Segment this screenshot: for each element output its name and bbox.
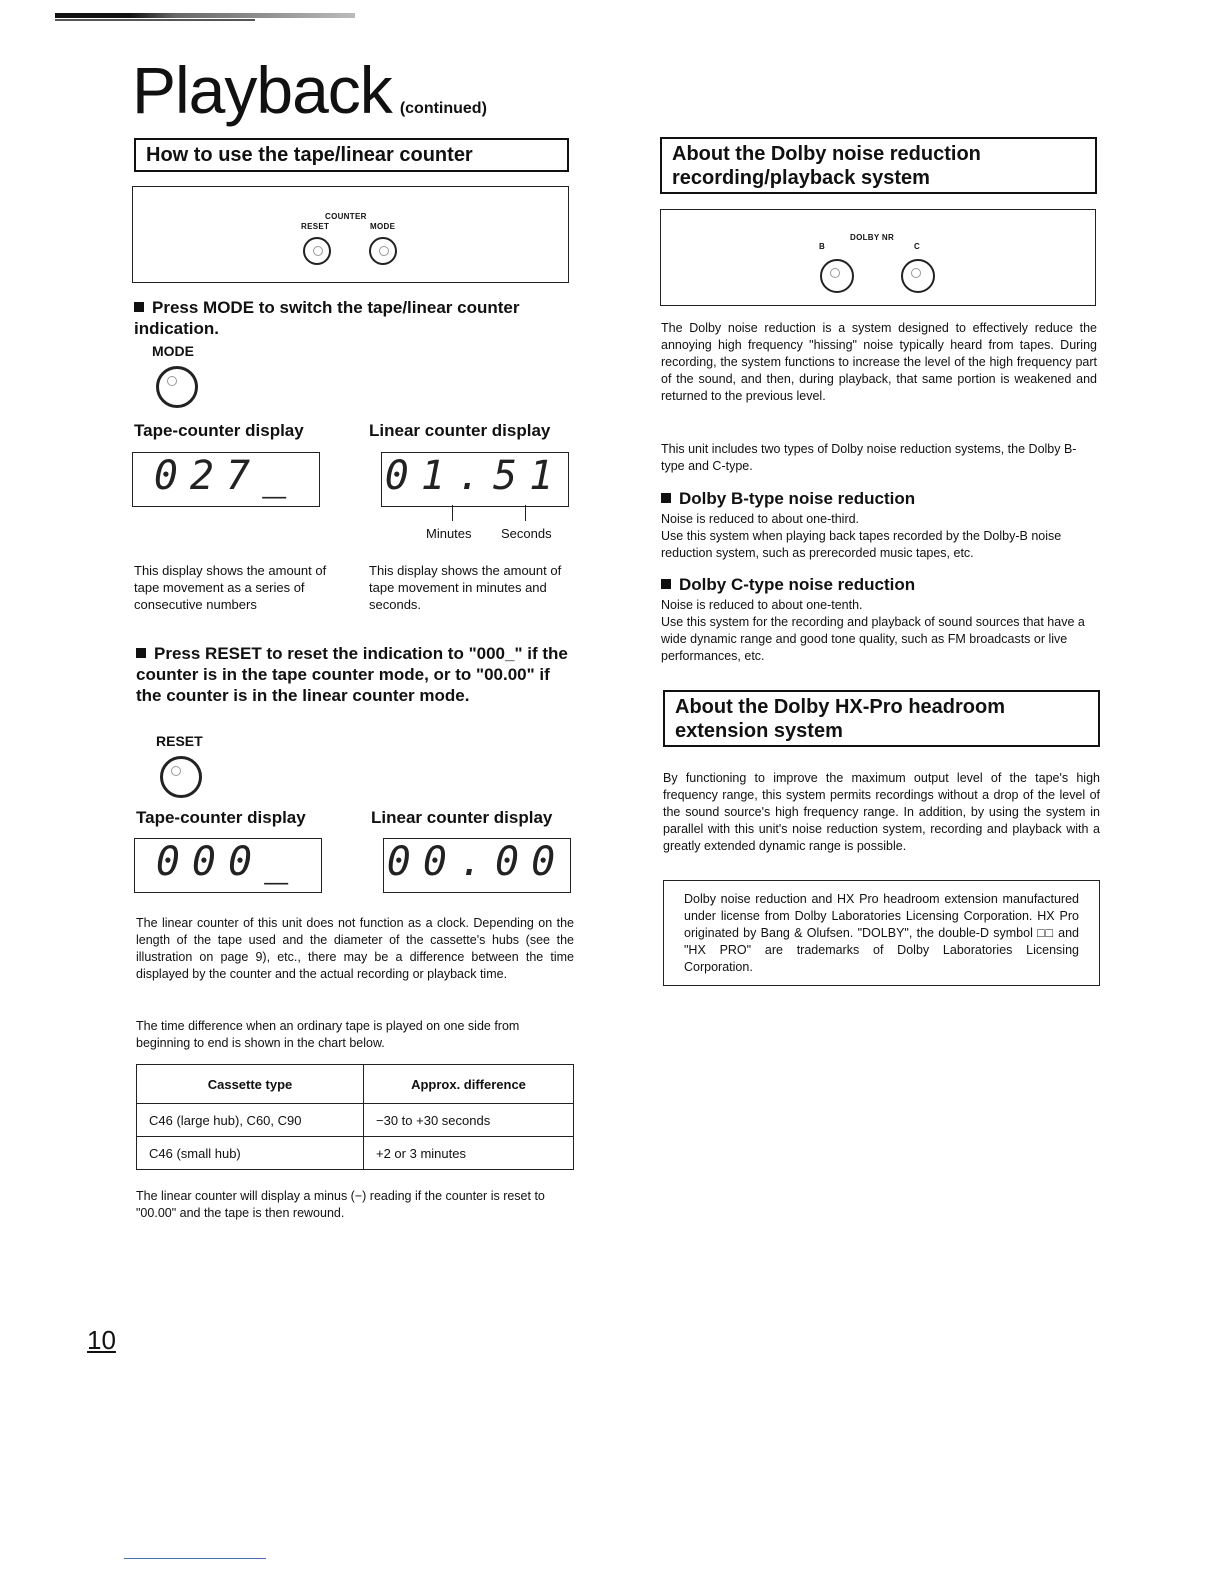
page-number: 10 [87, 1325, 116, 1355]
seconds-pointer [525, 505, 526, 521]
seconds-label: Seconds [501, 526, 552, 541]
table-header-difference: Approx. difference [364, 1065, 574, 1104]
dolby-c-knob-icon [901, 259, 935, 293]
time-difference-table [136, 1064, 574, 1170]
tape-display-caption: This display shows the amount of tape movement as a series of consecutive numbers [134, 563, 327, 612]
footer-rule [124, 1558, 266, 1559]
mode-knob-icon [369, 237, 397, 265]
hx-section-heading: About the Dolby HX-Pro headroom extension system [663, 690, 1100, 747]
dolby-c-line-2: Use this system for the recording and playback of sound sources that have a wide dynamic range and good tone quality, such as FM broadcasts or live performances, etc. [661, 615, 1085, 663]
dolby-b-line-1: Noise is reduced to about one-third. [661, 512, 860, 526]
minutes-label: Minutes [426, 526, 472, 541]
page-title-suffix: (continued) [399, 100, 487, 117]
dolby-b-label: B [819, 242, 826, 251]
table-header-row [137, 1065, 574, 1104]
dolby-b-knob-icon [820, 259, 854, 293]
mode-button-label: MODE [152, 343, 194, 359]
dolby-section-heading: About the Dolby noise reduction recording/playback system [660, 137, 1097, 194]
counter-mode-label: MODE [370, 222, 396, 231]
counter-note-3: The linear counter will display a minus (−) reading if the counter is reset to "00.00" and the tape is then rewound. [136, 1189, 545, 1220]
table-header-cassette: Cassette type [137, 1065, 364, 1104]
tape-display-title-1: Tape-counter display [134, 421, 304, 440]
counter-note-2: The time difference when an ordinary tape is played on one side from beginning to end is shown in the chart below. [136, 1019, 520, 1050]
dolby-license-note: Dolby noise reduction and HX Pro headroom extension manufactured under license from Dolby Laboratories Licensing Corporation. HX Pro originated by Bang & Olufsen. "DOLBY", the double-D symbol □□ and "HX PRO" are trademarks of Dolby Laboratories Licensing Corporation. [663, 880, 1100, 986]
header-rule-thin [55, 19, 255, 21]
dolby-group-label: DOLBY NR [850, 233, 895, 242]
linear-counter-display-2: 00.00 [383, 838, 571, 893]
reset-button-label: RESET [156, 733, 203, 749]
bullet-square-icon [134, 302, 144, 312]
dolby-b-line-2: Use this system when playing back tapes recorded by the Dolby-B noise reduction system, such as prerecorded music tapes, etc. [661, 529, 1062, 560]
dolby-para-2: This unit includes two types of Dolby noise reduction systems, the Dolby B-type and C-type. [661, 442, 1077, 473]
reset-step-heading: Press RESET to reset the indication to "000_" if the counter is in the tape counter mode, or to "00.00" if the counter is in the linear counter mode. [136, 644, 568, 705]
bullet-square-icon [661, 493, 671, 503]
tape-counter-display-1: 027_ [132, 452, 320, 507]
dolby-b-heading: Dolby B-type noise reduction [661, 489, 915, 509]
counter-reset-label: RESET [301, 222, 330, 231]
linear-display-title-1: Linear counter display [369, 421, 551, 440]
reset-button-icon [160, 756, 202, 798]
table-cell: +2 or 3 minutes [364, 1137, 574, 1170]
table-cell: −30 to +30 seconds [364, 1104, 574, 1137]
table-row [137, 1104, 574, 1137]
table-row [137, 1137, 574, 1170]
counter-panel-illustration [132, 186, 569, 283]
dolby-c-line-1: Noise is reduced to about one-tenth. [661, 598, 863, 612]
page-title: Playback (continued) [132, 53, 487, 127]
dolby-panel-illustration [660, 209, 1096, 306]
mode-step-heading: Press MODE to switch the tape/linear counter indication. [134, 298, 520, 338]
dolby-para-1: The Dolby noise reduction is a system designed to effectively reduce the annoying high frequency "hissing" noise typically heard from tapes. During recording, the system functions to increase the level of the high frequency part of the sound, and then, during playback, that same portion is weakened and returned to the previous level. [661, 321, 1097, 403]
table-cell: C46 (large hub), C60, C90 [137, 1104, 364, 1137]
counter-group-label: COUNTER [325, 212, 367, 221]
table-cell: C46 (small hub) [137, 1137, 364, 1170]
bullet-square-icon [136, 648, 146, 658]
linear-counter-display-1: 01.51 [381, 452, 569, 507]
linear-display-title-2: Linear counter display [371, 808, 553, 827]
mode-button-icon [156, 366, 198, 408]
counter-note-1: The linear counter of this unit does not function as a clock. Depending on the length of the tape used and the diameter of the cassette's hubs (see the illustration on page 9), etc., there may be a difference between the time displayed by the counter and the actual recording or playback time. [136, 916, 574, 981]
counter-section-heading: How to use the tape/linear counter [134, 138, 569, 172]
hx-para: By functioning to improve the maximum output level of the tape's high frequency range, this system permits recordings without a drop of the level of the sound source's high frequency range. In addition, by using the system in parallel with this unit's noise reduction system, recording and playback with a greatly extended dynamic range is possible. [663, 771, 1100, 853]
minutes-pointer [452, 505, 453, 521]
linear-display-caption: This display shows the amount of tape movement in minutes and seconds. [369, 563, 562, 612]
bullet-square-icon [661, 579, 671, 589]
tape-counter-display-2: 000_ [134, 838, 322, 893]
reset-knob-icon [303, 237, 331, 265]
dolby-c-heading: Dolby C-type noise reduction [661, 575, 915, 595]
header-rule [55, 13, 355, 18]
dolby-c-label: C [914, 242, 921, 251]
tape-display-title-2: Tape-counter display [136, 808, 306, 827]
